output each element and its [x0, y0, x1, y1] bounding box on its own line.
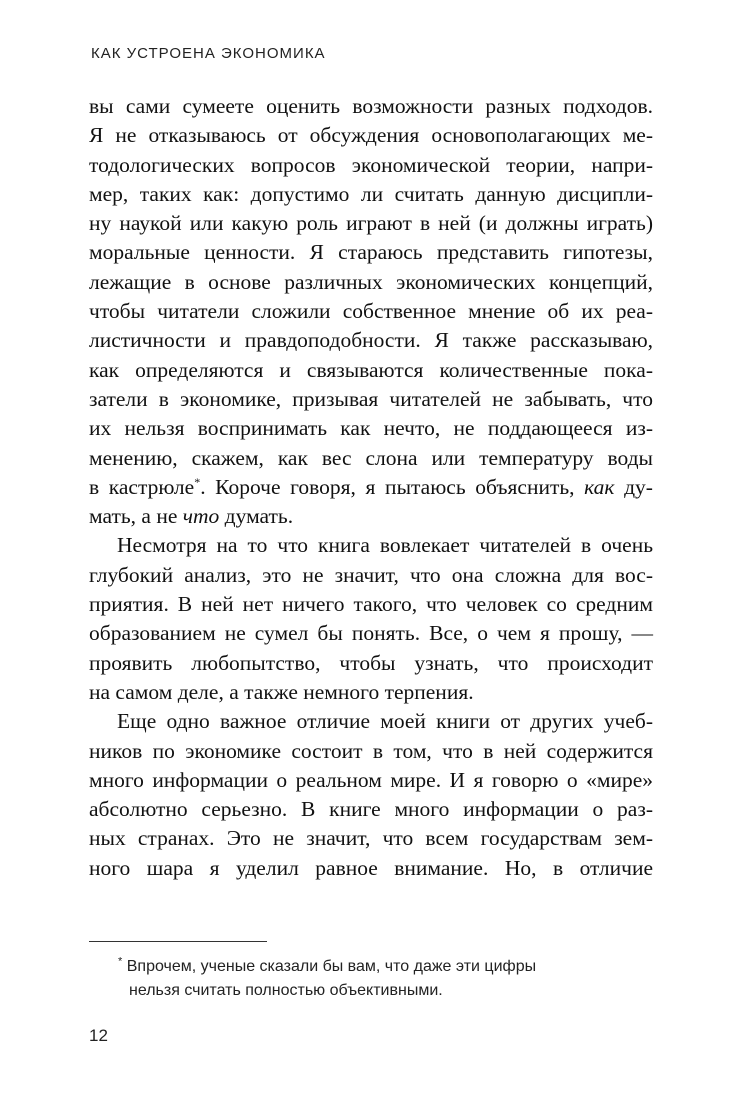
text-segment: мать, а не: [89, 504, 183, 529]
text-line: листичности и правдоподобности. Я также рассказываю,: [89, 328, 653, 353]
text-line: как определяются и связываются количественные пока-: [89, 357, 653, 382]
text-line: [89, 502, 653, 531]
footnote-divider: [89, 941, 267, 942]
text-line: моральные ценности. Я стараюсь представить гипотезы,: [89, 240, 653, 265]
emphasis-text: что: [182, 504, 220, 529]
text-line: на самом деле, а также немного терпения.: [89, 679, 474, 704]
text-line: приятия. В ней нет ничего такого, что человек со средним: [89, 592, 653, 617]
text-line: [89, 473, 653, 502]
running-title: КАК УСТРОЕНА ЭКОНОМИКА: [91, 45, 326, 62]
footnote: [118, 955, 638, 1003]
text-segment: ду-: [614, 474, 653, 499]
text-line: вы сами сумеете оценить возможности разных подходов.: [89, 94, 653, 118]
text-line: проявить любопытство, чтобы узнать, что происходит: [89, 650, 653, 675]
text-line: мер, таких как: допустимо ли считать данную дисципли-: [89, 181, 653, 206]
emphasis-text: как: [584, 474, 615, 499]
text-line: образованием не сумел бы понять. Все, о чем я прошу, —: [89, 621, 653, 646]
text-line: ных странах. Это не значит, что всем государствам зем-: [89, 826, 653, 851]
footnote-line: нельзя считать полностью объективными.: [129, 982, 443, 999]
paragraph-2: [89, 531, 653, 707]
text-segment: думать.: [219, 504, 294, 529]
footnote-text: Впрочем, ученые сказали бы вам, что даже эти цифры: [122, 958, 537, 975]
text-line: Несмотря на то что книга вовлекает читателей в очень: [117, 533, 653, 558]
text-line: чтобы читатели сложили собственное мнение об их реа-: [89, 299, 653, 324]
text-line: глубокий анализ, это не значит, что она сложна для вос-: [89, 562, 653, 587]
text-line: их нельзя воспринимать как нечто, не поддающееся из-: [89, 416, 653, 441]
text-line: ну наукой или какую роль играют в ней (и должны играть): [89, 211, 653, 236]
text-line: ного шара я уделил равное внимание. Но, в отличие: [89, 855, 653, 880]
text-line: абсолютно серьезно. В книге много информации о раз-: [89, 797, 653, 822]
text-segment: . Короче говоря, я пытаюсь объяснить,: [200, 474, 585, 499]
text-segment: в кастрюле: [89, 474, 195, 499]
footnote-line: [118, 955, 638, 979]
page-number: 12: [89, 1026, 108, 1045]
text-line: менению, скажем, как вес слона или температуру воды: [89, 445, 653, 470]
text-line: затели в экономике, призывая читателей не забывать, что: [89, 386, 653, 411]
text-line: тодологических вопросов экономической теории, напри-: [89, 152, 653, 177]
text-line: Я не отказываюсь от обсуждения основополагающих ме-: [89, 123, 653, 148]
footnote-marker: *: [118, 955, 123, 968]
footnote-marker: *: [194, 474, 201, 489]
paragraph-3: [89, 707, 653, 883]
text-line: Еще одно важное отличие моей книги от других учеб-: [117, 709, 653, 734]
text-line: ников по экономике состоит в том, что в ней содержится: [89, 738, 653, 763]
text-line: много информации о реальном мире. И я говорю о «мире»: [89, 767, 653, 792]
body-text: [89, 92, 653, 883]
paragraph-1: [89, 92, 653, 531]
text-line: лежащие в основе различных экономических концепций,: [89, 269, 653, 294]
